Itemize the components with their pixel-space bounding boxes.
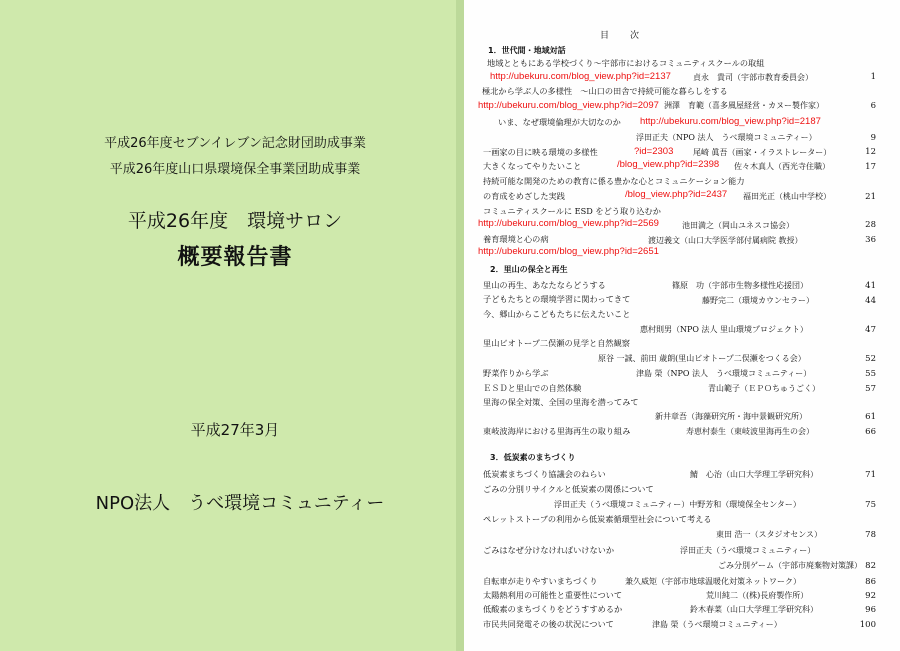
section-heading: 2．里山の保全と再生 [490,265,568,274]
entry-page: 12 [865,147,876,157]
entry-author: 荒川純二（(株)長府製作所） [706,591,809,600]
entry-page: 21 [865,192,876,202]
entry-title: 里海の保全対策、全国の里海を潜ってみて [483,397,639,407]
entry-page: 82 [865,561,876,571]
entry-author: 寿恵村泰生（東岐波里海再生の会） [686,427,814,436]
entry-author: 洲澤 育範（喜多風屋経営・カヌー製作家） [664,101,824,110]
entry-link[interactable]: http://ubekuru.com/blog_view.php?id=2569 [478,218,659,229]
entry-page: 47 [865,325,876,335]
entry-title: ごみはなぜ分けなければいけないか [483,545,615,555]
entry-author: 藤野完二（環境カウンセラー） [702,296,814,305]
salon-title: 平成26年度 環境サロン [127,210,343,232]
entry-title: 里山ビオトープ二俣瀬の見学と自然観察 [483,338,630,348]
entry-title: 太陽熱利用の可能性と重要性について [483,590,623,600]
toc-heading: 目 次 [600,31,646,41]
entry-title: 自転車が走りやすいまちづくり [483,576,598,586]
entry-page: 96 [865,605,876,615]
entry-page: 61 [865,412,876,422]
entry-link[interactable]: /blog_view.php?id=2437 [625,189,728,200]
section-heading: 1．世代間・地域対話 [488,46,566,55]
entry-page: 78 [865,530,876,540]
entry-author: 鯖 心治（山口大学理工学研究科） [690,470,818,479]
section-heading: 3．低炭素のまちづくり [490,453,576,462]
entry-link[interactable]: http://ubekuru.com/blog_view.php?id=2097 [478,100,659,111]
entry-title: 子どもたちとの環境学習に関わってきて [483,294,631,304]
entry-author: 池田満之（岡山ユネスコ協会） [682,221,794,230]
entry-title: 今、郷山からこどもたちに伝えたいこと [483,309,631,319]
entry-link[interactable]: ?id=2303 [634,146,674,157]
entry-author: 貞永 貴司（宇部市教育委員会） [693,73,813,82]
entry-author: 浮田正夫（NPO 法人 うべ環境コミュニティー） [636,133,817,142]
entry-page: 100 [859,620,876,630]
entry-title: いま、なぜ環境倫理が大切なのか [498,117,621,127]
entry-title: 野菜作りから学ぶ [483,368,549,378]
entry-link[interactable]: http://ubekuru.com/blog_view.php?id=2187 [640,116,821,127]
cover-edge [456,0,464,651]
entry-title: 低炭素まちづくり協議会のねらい [483,469,606,479]
entry-author: 尾崎 眞吾（画家・イラストレーター） [693,148,832,157]
entry-title-continued: の育成をめざした実践 [483,191,565,201]
entry-page: 55 [865,369,876,379]
entry-page: 6 [870,101,876,111]
grant-line-1: 平成26年度セブンイレブン記念財団助成事業 [104,136,366,151]
entry-page: 9 [870,133,876,143]
entry-page: 92 [865,591,876,601]
entry-link[interactable]: http://ubekuru.com/blog_view.php?id=2137 [490,71,671,82]
entry-link[interactable]: /blog_view.php?id=2398 [617,159,720,170]
entry-author: 浮田正夫（うべ環境コミュニティー） [680,546,816,555]
entry-page: 36 [865,235,876,245]
entry-author: 青山範子（ＥＰＯちゅうごく） [708,384,820,393]
entry-page: 41 [865,281,876,291]
entry-page: 71 [865,470,876,480]
entry-author: 惠村則男（NPO 法人 里山環境プロジェクト） [640,325,808,334]
entry-title: ＥＳＤと里山での自然体験 [483,383,582,393]
entry-title: 市民共同発電その後の状況について [483,619,614,629]
entry-title: 一画家の目に映る環境の多様性 [483,147,598,157]
entry-author: 東田 浩一（スタジオセンス） [716,530,823,539]
entry-page: 17 [865,162,876,172]
entry-page: 57 [865,384,876,394]
entry-author: 浮田正夫（うべ環境コミュニティー）中野芳和（環境保全センター） [554,500,801,509]
entry-author: 渡辺義文（山口大学医学部付属病院 教授） [648,236,803,245]
entry-author: 篠原 功（宇部市生物多様性応援団） [672,281,808,290]
entry-page: 52 [865,354,876,364]
entry-title: コミュニティスクールに ESD をどう取り込むか [483,206,661,216]
entry-author: 鈴木春菜（山口大学理工学研究科） [690,605,818,614]
entry-title: ごみの分別リサイクルと低炭素の関係について [483,484,654,494]
entry-author: 兼久威矩（宇部市地球温暖化対策ネットワーク） [625,577,801,586]
entry-title: 里山の再生、あなたならどうする [483,280,606,290]
entry-author: 福田光正（桃山中学校） [743,192,831,201]
entry-page: 66 [865,427,876,437]
publication-date: 平成27年3月 [190,421,280,439]
entry-page: 75 [865,500,876,510]
entry-page: 28 [865,220,876,230]
entry-author: 原谷 一誠、前田 歳朗(里山ビオトープ二俣瀬をつくる会） [598,354,806,363]
entry-author: 津島 榮（NPO 法人 うべ環境コミュニティー） [636,369,812,378]
entry-title: 持続可能な開発のための教育に係る豊かな心とコミュニケーション能力 [483,176,745,186]
entry-author: ごみ分別ゲーム（宇部市廃棄物対策課） [718,561,862,570]
entry-page: 44 [865,296,876,306]
entry-link[interactable]: http://ubekuru.com/blog_view.php?id=2651 [478,246,659,257]
entry-author: 新井章吾（海藻研究所・海中景観研究所） [655,412,807,421]
entry-author: 津島 榮（うべ環境コミュニティー） [652,620,782,629]
grant-line-2: 平成26年度山口県環境保全事業団助成事業 [109,162,361,177]
entry-title: 低酸素のまちづくりをどうすすめるか [483,604,623,614]
entry-page: 1 [870,72,876,82]
entry-title: ペレットストーブの利用から低炭素循環型社会について考える [483,514,712,524]
entry-title: 大きくなってやりたいこと [483,161,582,171]
entry-author: 佐々木真人（西光寺住職） [734,162,830,171]
report-title: 概要報告書 [177,245,293,270]
organization-name: NPO法人 うべ環境コミュニティー [95,493,385,514]
entry-title: 地域とともにある学校づくり～宇部市におけるコミュニティスクールの取組 [487,58,765,68]
entry-page: 86 [865,577,876,587]
entry-title: 極北から学ぶ人の多様性 ～山口の田舎で持続可能な暮らしをする [482,86,728,96]
entry-title: 養育環境と心の病 [483,234,549,244]
entry-title: 東岐波海岸における里海再生の取り組み [483,426,631,436]
